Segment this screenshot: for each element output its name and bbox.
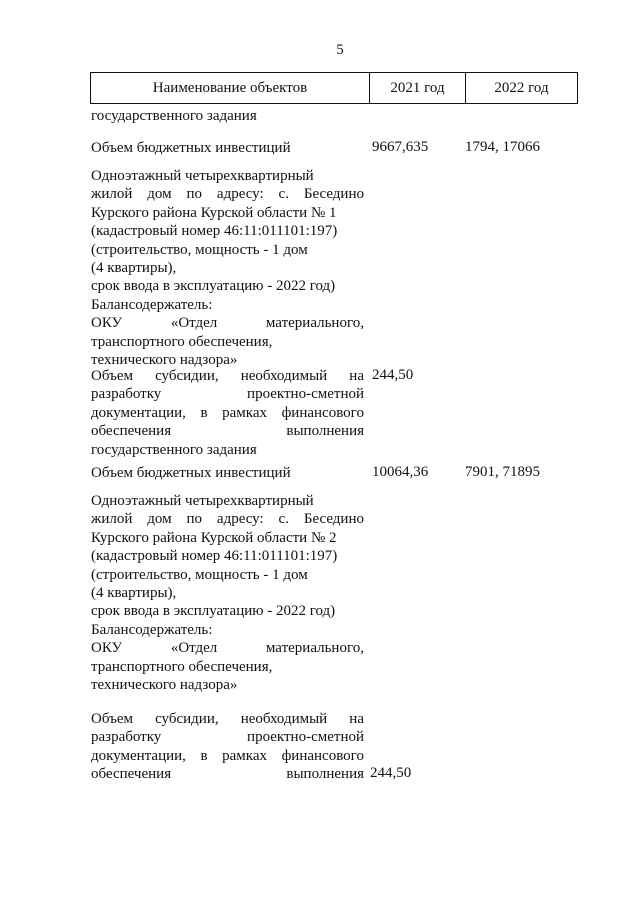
column-header-2022: 2022 год — [494, 79, 549, 96]
subsidy-1-2021-value: 244,50 — [372, 367, 414, 383]
word: ОКУ — [91, 640, 123, 657]
subsidy-line — [91, 728, 364, 746]
investment-row-1-label — [91, 139, 364, 157]
object-line: Курского района Курской области № 1 — [91, 204, 337, 221]
word: жилой — [91, 186, 133, 203]
column-header-2021: 2021 год — [370, 73, 466, 103]
investment-row-2-label — [91, 464, 364, 482]
object-line: (кадастровый номер 46:11:011101:197) — [91, 223, 338, 240]
object-line: Одноэтажный четырехквартирный — [91, 493, 314, 509]
word: субсидии, — [155, 711, 219, 727]
object-line — [91, 314, 364, 332]
subsidy-line: государственного задания — [91, 441, 257, 458]
object-line: транспортного обеспечения, — [91, 658, 273, 675]
word: Беседино — [303, 511, 364, 528]
subsidy-1-description — [91, 367, 364, 459]
object-line — [91, 510, 364, 528]
investment-row-1-2021-value: 9667,635 — [372, 139, 429, 155]
investment-row-2-2021-value: 10064,36 — [372, 464, 429, 480]
subsidy-line — [91, 710, 364, 728]
subsidy-line — [91, 747, 364, 765]
word: выполнения — [286, 423, 364, 440]
object-line: (4 квартиры), — [91, 260, 177, 277]
object-line: (строительство, мощность - 1 дом — [91, 566, 308, 583]
word: документации, — [91, 404, 186, 421]
object-line — [91, 185, 364, 203]
word: проектно-сметной — [247, 386, 364, 403]
object-line: технического надзора» — [91, 352, 238, 369]
investment-row-2-2022-value: 7901, 71895 — [465, 464, 540, 480]
continuation-text — [91, 107, 364, 125]
word: на — [349, 368, 364, 384]
word: рамках — [222, 747, 268, 764]
word: на — [349, 711, 364, 727]
word: с. — [278, 186, 289, 203]
subsidy-line — [91, 385, 364, 403]
word: с. — [278, 511, 289, 528]
word: материального, — [265, 315, 364, 332]
object-line: Одноэтажный четырехквартирный — [91, 168, 314, 184]
subsidy-2-2021-value: 244,50 — [370, 765, 412, 781]
object-line — [91, 639, 364, 657]
word: выполнения — [286, 766, 364, 783]
word: в — [200, 404, 208, 421]
word: необходимый — [240, 368, 328, 384]
continuation-line: государственного задания — [91, 108, 257, 124]
word: документации, — [91, 747, 186, 764]
word: обеспечения — [91, 423, 172, 440]
word: Беседино — [303, 186, 364, 203]
word: материального, — [265, 640, 364, 657]
word: по — [186, 511, 203, 528]
word: адресу: — [216, 186, 264, 203]
word: по — [186, 186, 203, 203]
object-line: Балансодержатель: — [91, 621, 213, 638]
word: адресу: — [216, 511, 264, 528]
column-header-name: Наименование объектов — [91, 73, 370, 103]
object-line: срок ввода в эксплуатацию - 2022 год) — [91, 603, 336, 620]
word: разработку — [91, 386, 162, 403]
object-1-description — [91, 167, 364, 369]
subsidy-line — [91, 765, 364, 783]
word: «Отдел — [170, 640, 218, 657]
subsidy-line — [91, 422, 364, 440]
subsidy-line — [91, 367, 364, 385]
object-line: Курского района Курской области № 2 — [91, 529, 337, 546]
object-line: (4 квартиры), — [91, 585, 177, 602]
subsidy-line — [91, 404, 364, 422]
word: дом — [147, 511, 172, 528]
word: дом — [147, 186, 172, 203]
word: субсидии, — [155, 368, 219, 384]
page-number: 5 — [336, 42, 344, 58]
object-line: Балансодержатель: — [91, 296, 213, 313]
table-header — [90, 72, 578, 104]
word: ОКУ — [91, 315, 123, 332]
word: рамках — [222, 404, 268, 421]
investment-label: Объем бюджетных инвестиций — [91, 140, 291, 156]
investment-label: Объем бюджетных инвестиций — [91, 465, 291, 481]
word: «Отдел — [170, 315, 218, 332]
word: Объем — [91, 368, 133, 384]
word: в — [200, 747, 208, 764]
object-line: (кадастровый номер 46:11:011101:197) — [91, 548, 338, 565]
word: разработку — [91, 729, 162, 746]
word: обеспечения — [91, 766, 172, 783]
word: проектно-сметной — [247, 729, 364, 746]
word: финансового — [281, 404, 364, 421]
word: финансового — [281, 747, 364, 764]
word: необходимый — [240, 711, 328, 727]
word: жилой — [91, 511, 133, 528]
object-line: транспортного обеспечения, — [91, 333, 273, 350]
object-line: срок ввода в эксплуатацию - 2022 год) — [91, 278, 336, 295]
subsidy-2-description — [91, 710, 364, 784]
word: Объем — [91, 711, 133, 727]
object-line: технического надзора» — [91, 677, 238, 694]
object-line: (строительство, мощность - 1 дом — [91, 241, 308, 258]
investment-row-1-2022-value: 1794, 17066 — [465, 139, 540, 155]
object-2-description — [91, 492, 364, 694]
